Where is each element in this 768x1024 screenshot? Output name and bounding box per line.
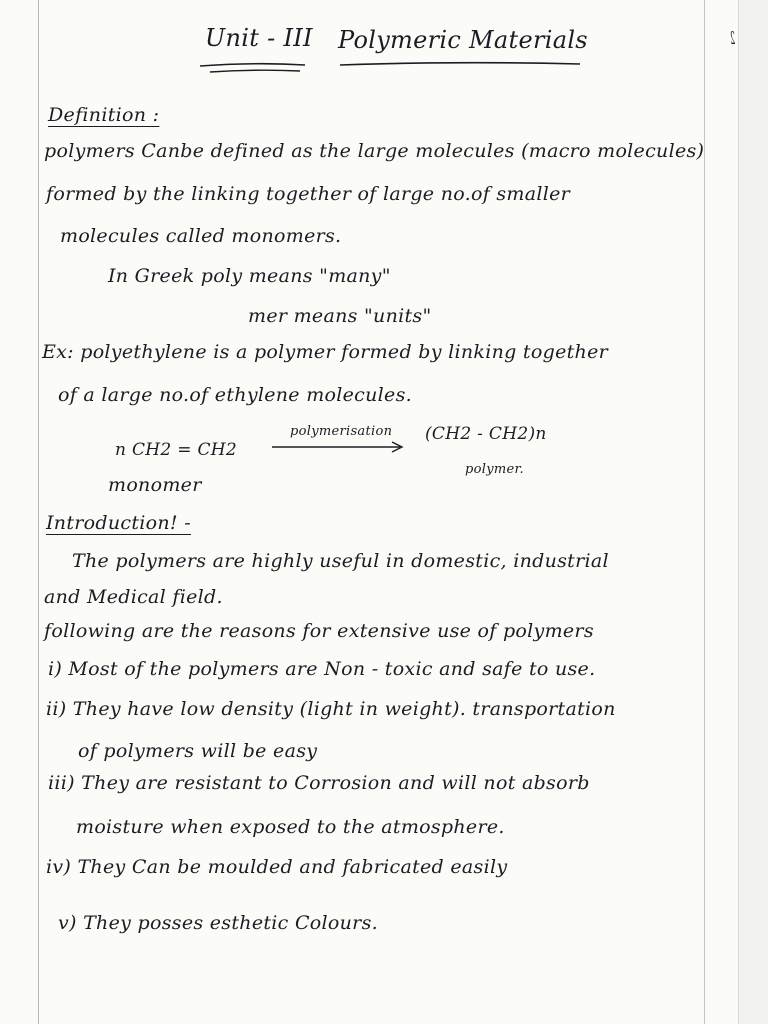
reaction-polymer-formula: (CH2 - CH2)n [425, 424, 547, 444]
reaction-arrow-label: polymerisation [290, 424, 393, 439]
page-edge [738, 0, 768, 1024]
definition-line-4: In Greek poly means "many" [108, 265, 391, 287]
introduction-heading: Introduction! - [46, 512, 191, 534]
title-underline [195, 58, 595, 76]
unit-label: Unit - III [205, 24, 313, 52]
intro-point-1: i) Most of the polymers are Non - toxic and safe to use. [48, 658, 596, 680]
intro-point-3-cont: moisture when exposed to the atmosphere. [76, 816, 505, 838]
polymer-label: polymer. [465, 462, 524, 477]
intro-line-2: and Medical field. [44, 586, 223, 608]
intro-line-1: The polymers are highly useful in domestic, industrial [72, 550, 609, 572]
intro-point-4: iv) They Can be moulded and fabricated easily [46, 856, 508, 878]
example-line-1: Ex: polyethylene is a polymer formed by linking together [42, 341, 609, 363]
reaction-arrow-icon [270, 440, 410, 454]
intro-point-2-cont: of polymers will be easy [78, 740, 318, 762]
intro-point-5: v) They posses esthetic Colours. [58, 912, 378, 934]
definition-line-3: molecules called monomers. [60, 225, 342, 247]
page-number: 2 [730, 28, 735, 49]
reaction-monomer-formula: n CH2 = CH2 [115, 440, 238, 460]
monomer-label: monomer [108, 474, 202, 496]
intro-line-3: following are the reasons for extensive use of polymers [44, 620, 594, 642]
intro-point-3: iii) They are resistant to Corrosion and will not absorb [48, 772, 590, 794]
left-margin-rule [38, 0, 39, 1024]
page-title: Polymeric Materials [338, 26, 588, 54]
definition-line-5: mer means "units" [248, 305, 432, 327]
definition-heading: Definition : [48, 104, 160, 126]
intro-point-2: ii) They have low density (light in weight). transportation [46, 698, 616, 720]
example-line-2: of a large no.of ethylene molecules. [58, 384, 412, 406]
definition-line-1: polymers Canbe defined as the large molecules (macro molecules) [44, 140, 705, 162]
definition-line-2: formed by the linking together of large no.of smaller [46, 183, 571, 205]
